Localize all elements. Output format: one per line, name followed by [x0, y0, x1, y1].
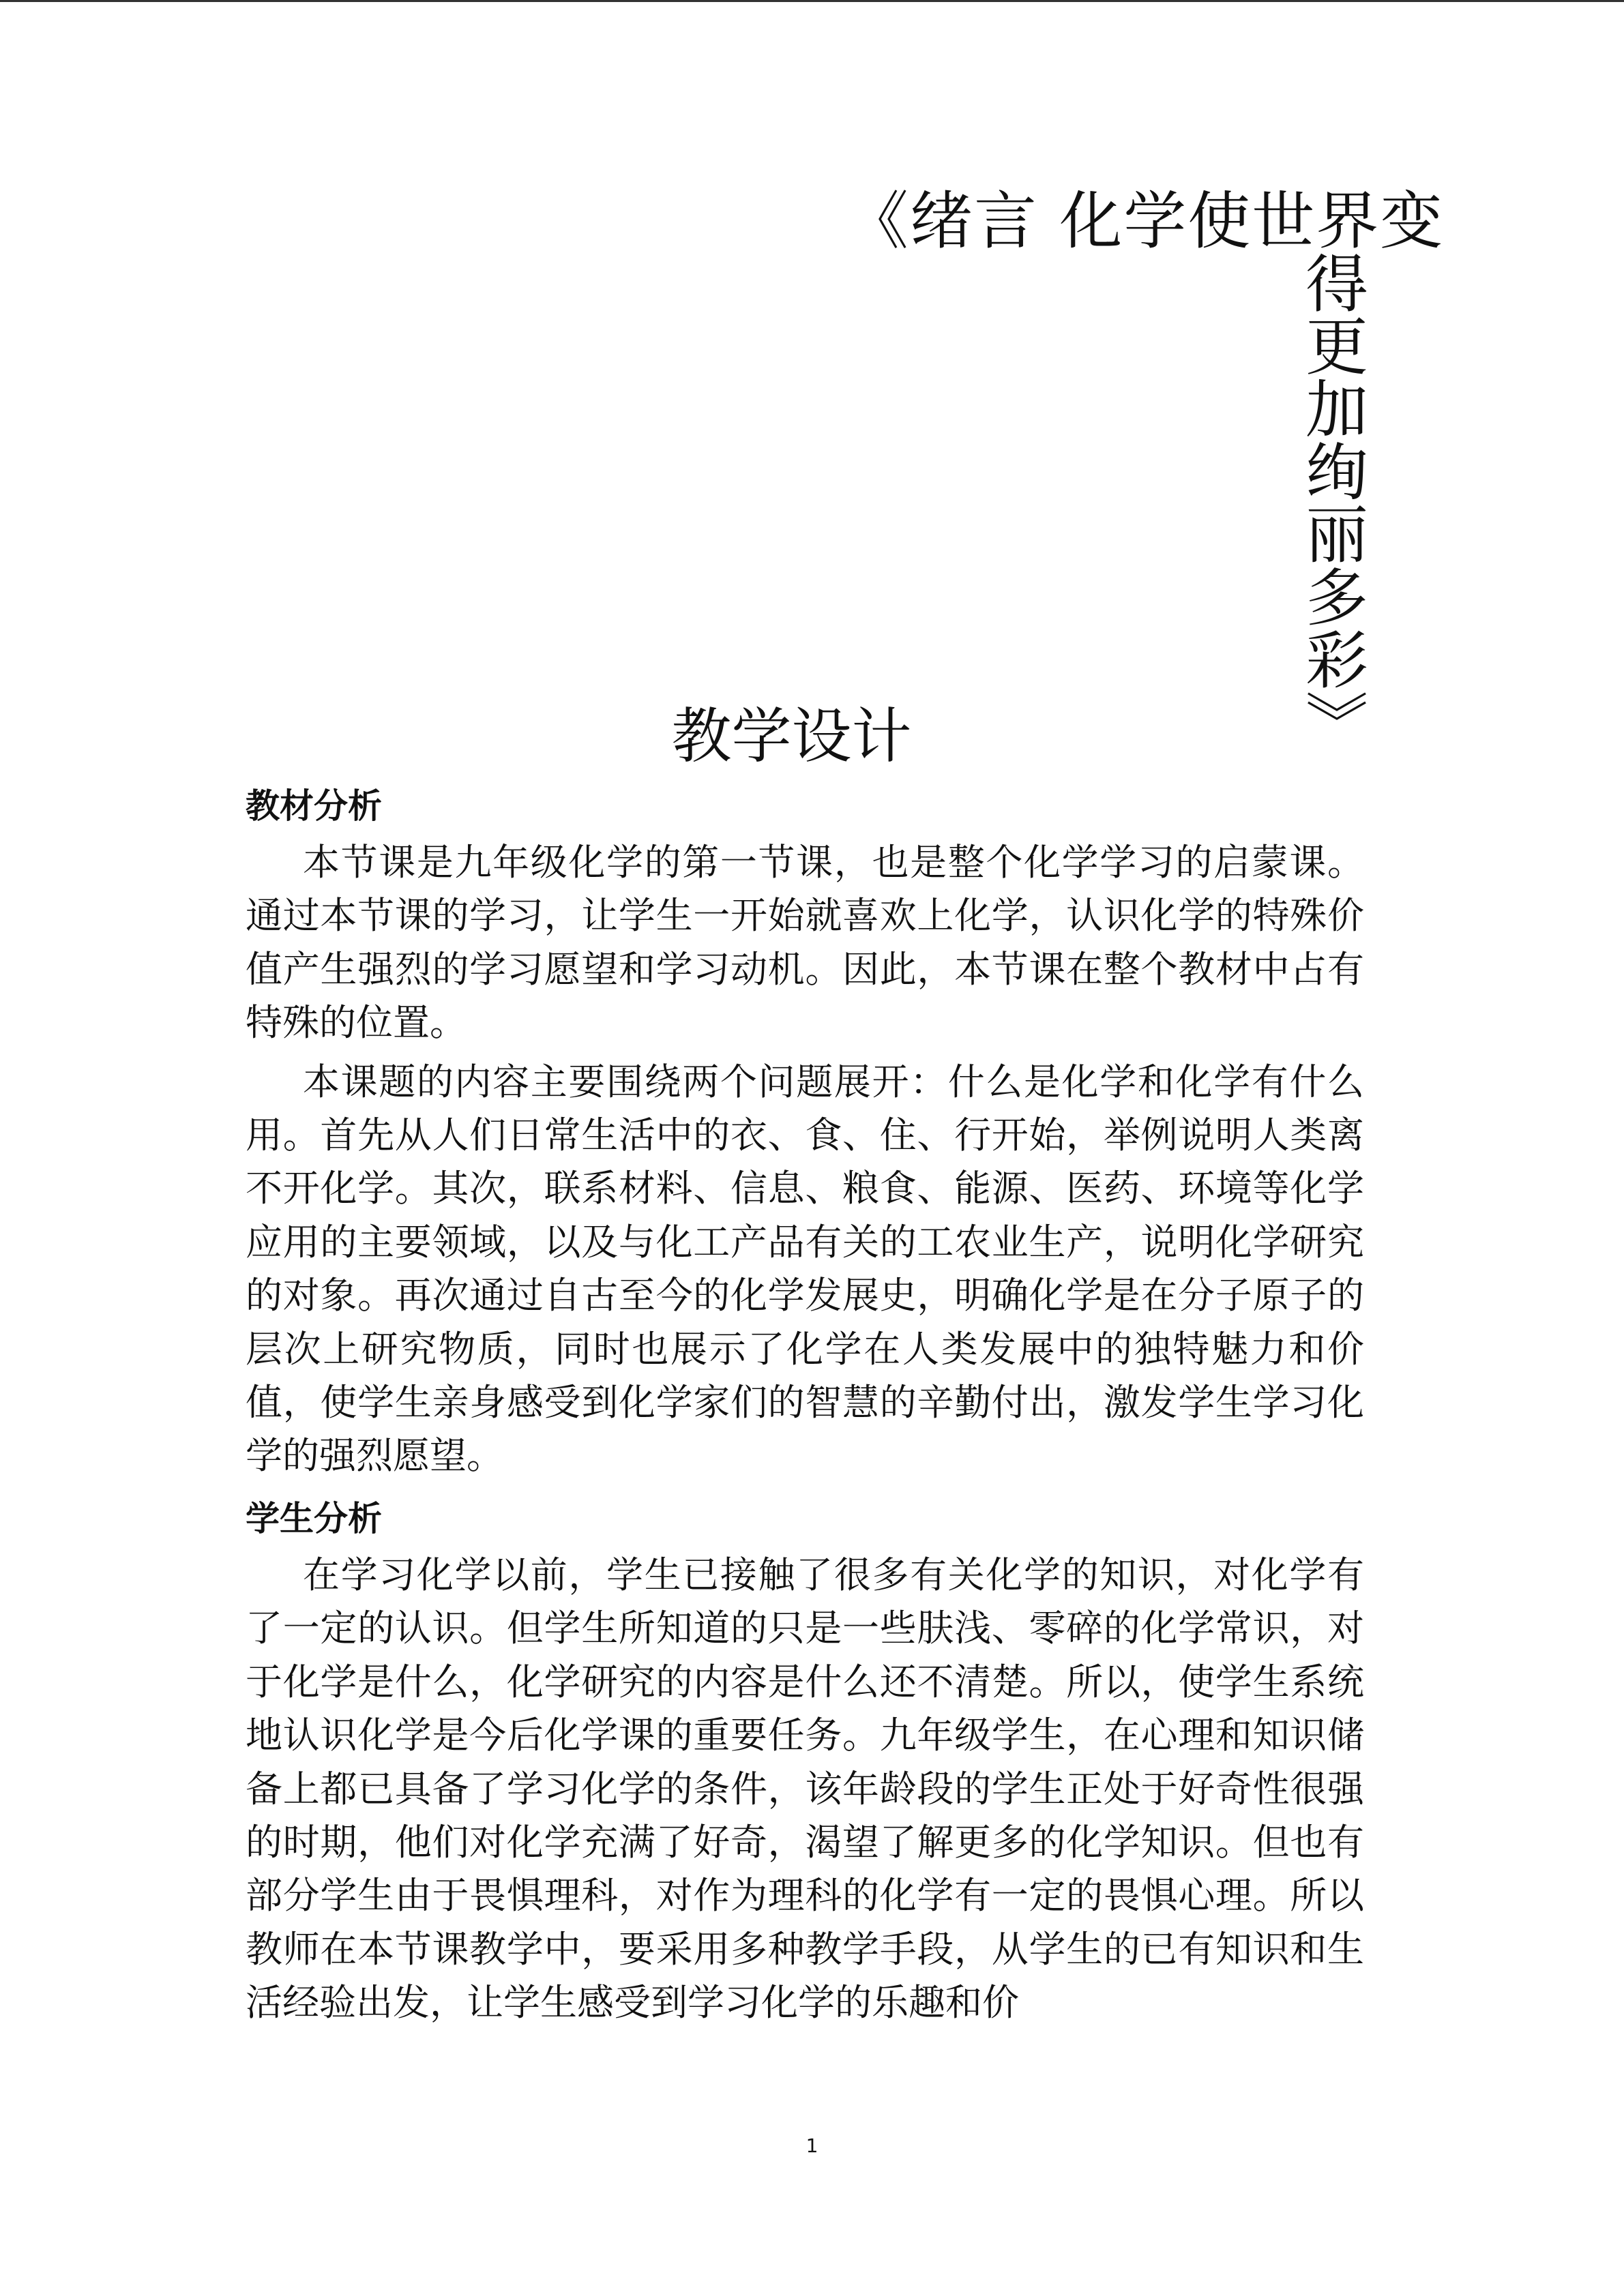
top-border-line	[0, 0, 1624, 2]
paragraph: 本课题的内容主要围绕两个问题展开：什么是化学和化学有什么用。首先从人们日常生活中的衣、食、住、行开始，举例说明人类离不开化学。其次，联系材料、信息、粮食、能源、医药、环境等化学应用的主要领域，以及与化工产品有关的工农业生产，说明化学研究的对象。再次通过自古至今的化学发展史，明确化学是在分子原子的层次上研究物质，同时也展示了化学在人类发展中的独特魅力和价值，使学生亲身感受到化学家们的智慧的辛勤付出，激发学生学习化学的强烈愿望。	[246, 1060, 1364, 1478]
section-heading-textbook-analysis: 教材分析	[246, 786, 382, 826]
document-body	[246, 776, 1364, 2036]
document-title-horizontal: 《绪言 化学使世界变	[846, 185, 1445, 258]
paragraph: 本节课是九年级化学的第一节课，也是整个化学学习的启蒙课。通过本节课的学习，让学生一开始就喜欢上化学，认识化学的特殊价值产生强烈的学习愿望和学习动机。因此，本节课在整个教材中占有特殊的位置。	[246, 841, 1364, 1045]
page-number: 1	[806, 2134, 818, 2157]
document-title-vertical: 得更加绚丽多彩》	[1295, 251, 1368, 753]
section-heading-student-analysis: 学生分析	[246, 1498, 382, 1538]
paragraph: 在学习化学以前，学生已接触了很多有关化学的知识，对化学有了一定的认识。但学生所知道的只是一些肤浅、零碎的化学常识，对于化学是什么，化学研究的内容是什么还不清楚。所以，使学生系统地认识化学是今后化学课的重要任务。九年级学生，在心理和知识储备上都已具备了学习化学的条件，该年龄段的学生正处于好奇性很强的时期，他们对化学充满了好奇，渴望了解更多的化学知识。但也有部分学生由于畏惧理科，对作为理科的化学有一定的畏惧心理。所以教师在本节课教学中，要采用多种教学手段，从学生的已有知识和生活经验出发，让学生感受到学习化学的乐趣和价	[246, 1553, 1364, 2025]
document-subtitle: 教学设计	[671, 701, 912, 771]
